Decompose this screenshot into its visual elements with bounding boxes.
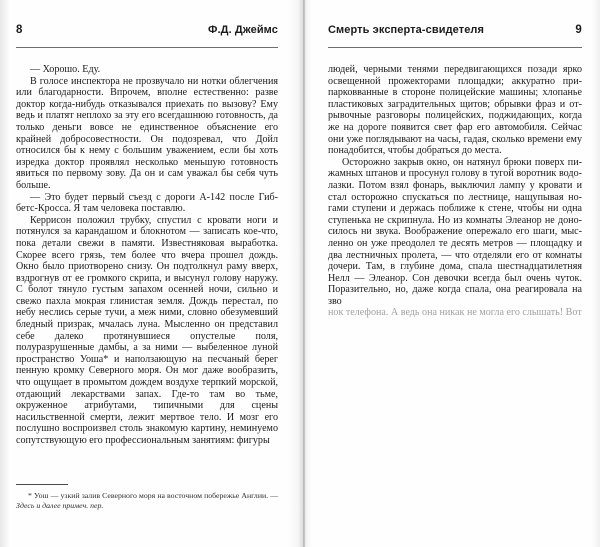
title-running-head: Смерть эксперта-свидетеля: [328, 24, 485, 36]
paragraph: Керрисон положил трубку, спустил с кровати ноги и потянулся за карандашом и блокнотом — записать кое-что, пока детали свежи в памяти. Известняковая выработка. Скорее всего грязь, тем более что вчера прошел дождь. Окно было приотворено снизу. Он подтолкнул раму вверх, вздрогнув от ее громкого скрипа, и высунул голову наружу. С болот тянуло густым запахом осенней ночи, сильно и свежо пахла мокрая глинистая земля. Дождь перестал, по небу неслись серые тучи, а меж ними, словно обезумевший бледный призрак, мчалась луна. Мысленно он представил себе далеко протянувшиеся опустелые поля, полуразрушенные дамбы, а за ними — выбеленное луной пространство Уоша* и наползающую на песчаный берег пенную кромку Северного моря. Он мог даже вообразить, что ощущает в промытом дождем воздухе терпкий морской, отдающий лекарствами запах. Где-то там во тьме, окруженное атрибутами, типичными для сцены насильственной смерти, лежит мертвое тело. И мозг его послушно воспроизвел столь знакомую картину, неминуемо сопутствующую его профессиональным занятиям: фигуры: [16, 214, 278, 446]
footnote-text: [16, 491, 278, 511]
page-number-right: 9: [575, 24, 582, 36]
author-running-head: Ф.Д. Джеймс: [208, 24, 278, 36]
footnote-rule: [16, 484, 68, 485]
footnote-marker: *: [28, 491, 32, 500]
paragraph: — Хорошо. Еду.: [30, 64, 101, 75]
left-page-text-column: [16, 64, 278, 447]
running-head-right: [328, 24, 582, 48]
running-head-left: [16, 24, 278, 48]
paragraph: — Это будет первый съезд с дороги А-142 после Гиббетс-Кросса. Я там человека поставлю.: [16, 191, 278, 215]
right-page-text-column: [328, 64, 582, 319]
footnote-attribution: Здесь и далее примеч. пер.: [16, 501, 104, 510]
right-page: [300, 0, 600, 547]
footnote-block: [16, 484, 278, 511]
paragraph: В голосе инспектора не прозвучало ни нотки облегчения или благодарности. Впрочем, вполне естественно: разве доктор когда-нибудь отказывался приехать по вызову? Ему ведь и платят неплохо за эту его всегдашнюю готовность, да только деньги вовсе не единственное объяснение его крайней добросовестности. Он подозревал, что Дойл относился бы к нему с большим уважением, если бы хоть изредка доктор проявлял несколько меньшую готовность явиться по первому зову. Да он и сам уважал бы себя чуть больше.: [16, 75, 278, 191]
page-number-left: 8: [16, 24, 23, 36]
paragraph: людей, черными тенями передвигающихся позади ярко освещенной прожекторами площадки; аккуратно припарковванные в стороне полицейские машины; хлопанье пластиковых заградительных щитов; обрывки фраз и отрывочные разговоры полицейских, поджидающих, когда же на дороге появится свет фар его автомобиля. Сейчас они уже поглядывают на часы, гадая, сколько времени ему понадобится, чтобы добраться до места.: [328, 64, 582, 157]
paragraph: Осторожно закрыв окно, он натянул брюки поверх пижамных штанов и просунул голову в тугой воротник водолазки. Потом взял фонарь, выключил лампу у кровати и стал осторожно спускаться по лестнице, нащупывая ногами ступени и держась поближе к стене, чтобы ни одна ступенька не скрипнула. Но из комнаты Элеанор не доносилось ни звука. Воображение опережало его шаги, мысленно он уже преодолел те десять метров — площадку и два лестничных пролета, — что отделяли его от комнаты дочери. Там, в глубине дома, спала шестнадцатилетняя Нелл — Элеанор. Сон девочки всегда был очень чуток. Поразительно, но, даже когда спала, она реагировала на зво: [328, 156, 582, 307]
paragraph-faded-last-line: нок телефона. А ведь она никак не могла его слышать! Вот: [328, 307, 582, 319]
footnote-body: Уош — узкий залив Северного моря на восточном побережье Англии. —: [34, 491, 278, 500]
